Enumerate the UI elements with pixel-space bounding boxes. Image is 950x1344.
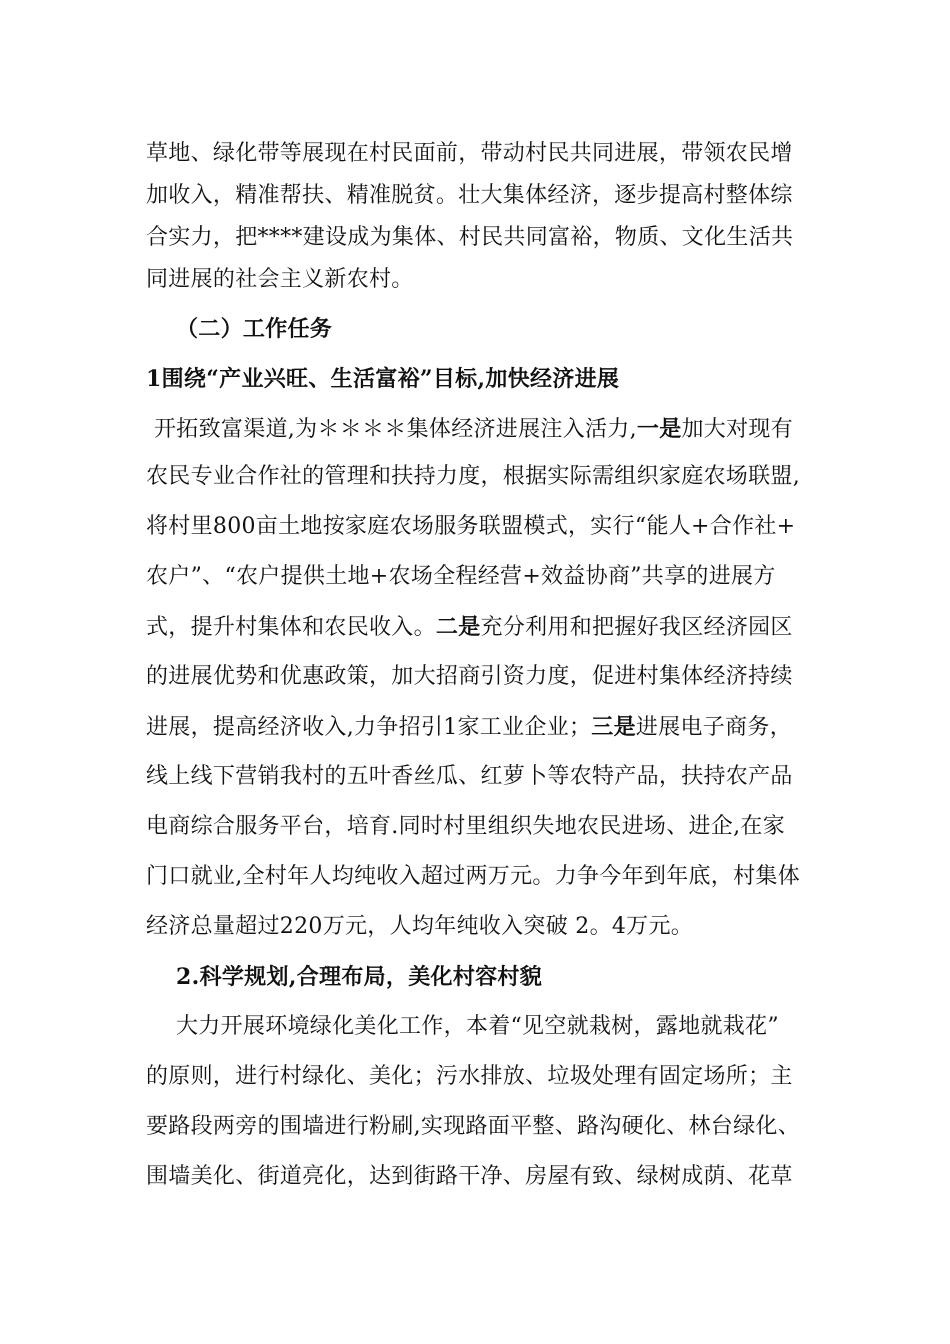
paragraph-line: 大力开展环境绿化美化工作，本着“见空就栽树，露地就栽花” [176, 1014, 779, 1039]
text-run: 式，提升村集体和农民收入。 [146, 615, 436, 640]
paragraph-line: 经济总量超过220万元，人均年纯收入突破 2。4万元。 [146, 914, 694, 939]
subsection-heading-1: 1围绕“产业兴旺、生活富裕”目标,加快经济进展 [146, 366, 620, 392]
paragraph-line: 同进展的社会主义新农村。 [146, 267, 414, 292]
paragraph-line: 农户”、“农户提供土地+农场全程经营+效益协商”共享的进展方 [146, 564, 776, 589]
subsection-heading-2: 2.科学规划,合理布局，美化村容村貌 [176, 964, 543, 990]
keyword-first: 一是 [636, 416, 682, 442]
paragraph-line: 线上线下营销我村的五叶香丝瓜、红萝卜等农特产品，扶持农产品 [146, 764, 793, 789]
paragraph-line: 门口就业,全村年人均纯收入超过两万元。力争今年到年底，村集体 [146, 864, 800, 889]
paragraph-line: 的原则，进行村绿化、美化；污水排放、垃圾处理有固定场所；主 [146, 1064, 793, 1089]
paragraph-line: 合实力，把****建设成为集体、村民共同富裕，物质、文化生活共 [146, 225, 794, 250]
text-run: 充分利用和把握好我区经济园区 [480, 615, 793, 640]
paragraph-line: 电商综合服务平台，培育.同时村里组织失地农民进场、进企,在家 [146, 814, 785, 839]
section-heading: （二）工作任务 [176, 316, 333, 342]
paragraph-line: 要路段两旁的围墙进行粉刷,实现路面平整、路沟硬化、林台绿化、 [146, 1114, 800, 1139]
paragraph-line [154, 414, 793, 445]
paragraph-line: 农民专业合作社的管理和扶持力度，根据实际需组织家庭农场联盟, [146, 464, 800, 489]
paragraph-line [146, 612, 793, 643]
paragraph-line: 围墙美化、街道亮化，达到街路干净、房屋有致、绿树成荫、花草 [146, 1164, 793, 1189]
keyword-second: 二是 [435, 614, 481, 640]
paragraph-line: 将村里800亩土地按家庭农场服务联盟模式，实行“能人+合作社+ [146, 514, 796, 539]
paragraph-line: 的进展优势和优惠政策，加大招商引资力度，促进村集体经济持续 [146, 664, 793, 689]
keyword-third: 三是 [591, 714, 636, 740]
text-run: 加大对现有 [681, 417, 794, 442]
paragraph-line [146, 712, 792, 743]
text-run: 进展，提高经济收入,力争招引1家工业企业； [146, 715, 592, 740]
text-run: 进展电子商务， [635, 715, 793, 740]
paragraph-line: 加收入，精准帮扶、精准脱贫。壮大集体经济，逐步提高村整体综 [146, 183, 793, 208]
paragraph-line: 草地、绿化带等展现在村民面前，带动村民共同进展，带领农民增 [146, 141, 793, 166]
text-run: 开拓致富渠道,为＊＊＊＊集体经济进展注入活力, [154, 417, 637, 442]
